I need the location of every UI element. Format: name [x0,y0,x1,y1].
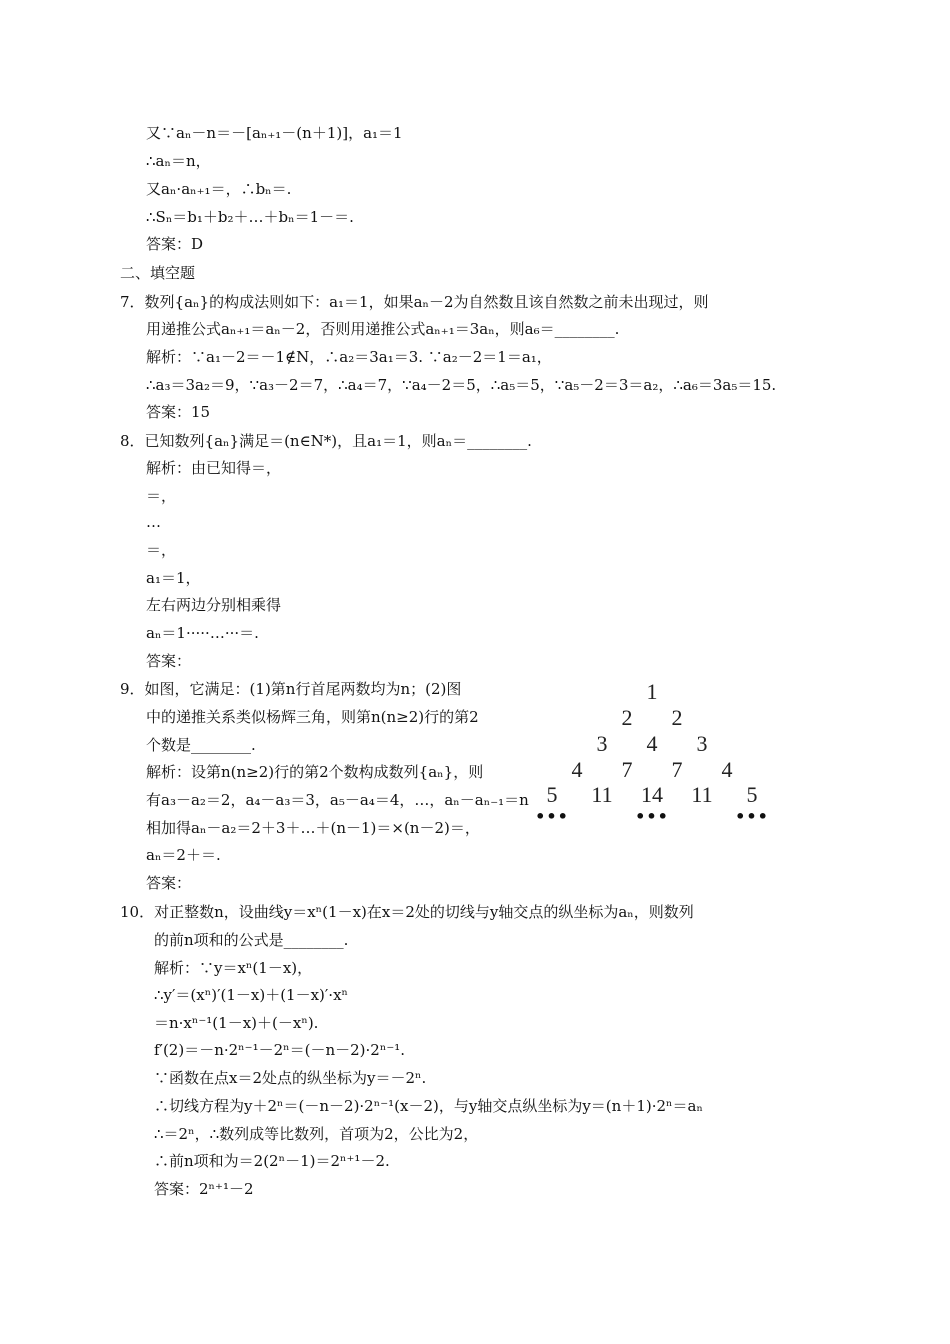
text-line: 个数是________. [146,736,256,754]
text-line: 又∵aₙ－n＝－[aₙ₊₁－(n＋1)]，a₁＝1 [146,124,403,142]
triangle-number: 7 [621,757,633,782]
triangle-number: 2 [671,705,683,730]
triangle-number: 4 [721,757,733,782]
text-line: ∴aₙ＝n， [146,152,211,170]
text-line: 解析：∵y＝xⁿ(1－x)， [154,959,313,977]
text-line: 解析：设第n(n≥2)行的第2个数构成数列{aₙ}，则 [146,763,484,781]
text-line: … [146,513,161,531]
triangle-number: 3 [596,731,608,756]
text-line: ∴Sₙ＝b₁＋b₂＋…＋bₙ＝1－＝. [146,208,354,226]
question-7: 7．数列{aₙ}的构成法则如下：a₁＝1，如果aₙ－2为自然数且该自然数之前未出现过，则 [120,293,709,311]
triangle-number: 4 [571,757,583,782]
text-line: 左右两边分别相乘得 [146,596,282,614]
triangle-number: 7 [671,757,683,782]
answer-line: 答案： [146,652,192,670]
answer-line: 答案：D [146,235,204,253]
text-line: 有a₃－a₂＝2，a₄－a₃＝3，a₅－a₄＝4，…，aₙ－aₙ₋₁＝n [146,791,529,809]
ellipsis-mark: ••• [735,807,769,826]
text-line: ∴前n项和为＝2(2ⁿ－1)＝2ⁿ⁺¹－2. [154,1152,390,1170]
text-line: ＝， [146,541,177,559]
question-9: 9．如图，它满足：(1)第n行首尾两数均为n；(2)图 [120,680,462,698]
triangle-number: 5 [546,782,558,807]
text-line: 又aₙ·aₙ₊₁＝，∴bₙ＝. [146,180,292,198]
text-line: ∴a₃＝3a₂＝9，∵a₃－2＝7，∴a₄＝7，∵a₄－2＝5，∴a₅＝5，∵a₅－2＝3＝a₂，∴a₆＝3a₅＝15. [146,376,777,394]
text-line: ∵函数在点x＝2处点的纵坐标为y＝－2ⁿ. [154,1069,427,1087]
triangle-number: 2 [621,705,633,730]
text-line: 解析：∵a₁－2＝－1∉N，∴a₂＝3a₁＝3. ∵a₂－2＝1＝a₁， [146,348,552,366]
triangle-number: 14 [641,782,663,807]
text-line: ＝， [146,487,177,505]
question-10: 10．对正整数n，设曲线y＝xⁿ(1－x)在x＝2处的切线与y轴交点的纵坐标为aₙ，则数列 [120,903,694,921]
triangle-number: 4 [646,731,658,756]
text-line: f′(2)＝－n·2ⁿ⁻¹－2ⁿ＝(－n－2)·2ⁿ⁻¹. [154,1041,406,1059]
triangle-number: 1 [646,679,658,704]
ellipsis-mark: ••• [535,807,569,826]
triangle-number: 11 [691,782,713,807]
text-line: a₁＝1， [146,569,201,587]
ellipsis-mark: ••• [635,807,669,826]
answer-line: 答案： [146,874,192,892]
answer-line: 答案：15 [146,403,211,421]
text-line: 相加得aₙ－a₂＝2＋3＋…＋(n－1)＝×(n－2)＝， [146,819,480,837]
text-line: ∴切线方程为y＋2ⁿ＝(－n－2)·2ⁿ⁻¹(x－2)，与y轴交点纵坐标为y＝(n＋1)·2ⁿ＝aₙ [154,1097,703,1115]
text-line: ＝n·xⁿ⁻¹(1－x)＋(－xⁿ). [154,1014,319,1032]
triangle-number: 5 [746,782,758,807]
text-line: aₙ＝2＋＝. [146,846,221,864]
text-line: aₙ＝1·····…···＝. [146,624,259,642]
triangle-number: 3 [696,731,708,756]
triangle-number: 11 [591,782,613,807]
text-line: 中的递推关系类似杨辉三角，则第n(n≥2)行的第2 [146,708,479,726]
section-heading: 二、填空题 [120,264,196,282]
text-line: ∴＝2ⁿ，∴数列成等比数列，首项为2，公比为2， [154,1125,479,1143]
text-line: ∴y′＝(xⁿ)′(1－x)＋(1－x)′·xⁿ [154,986,349,1004]
text-line: 解析：由已知得＝， [146,459,282,477]
text-line: 用递推公式aₙ₊₁＝aₙ－2，否则用递推公式aₙ₊₁＝3aₙ，则a₆＝________. [146,320,620,338]
text-line: 的前n项和的公式是________. [154,931,349,949]
question-8: 8．已知数列{aₙ}满足＝(n∈N*)，且a₁＝1，则aₙ＝________. [120,432,532,450]
answer-line: 答案：2ⁿ⁺¹－2 [154,1180,254,1198]
